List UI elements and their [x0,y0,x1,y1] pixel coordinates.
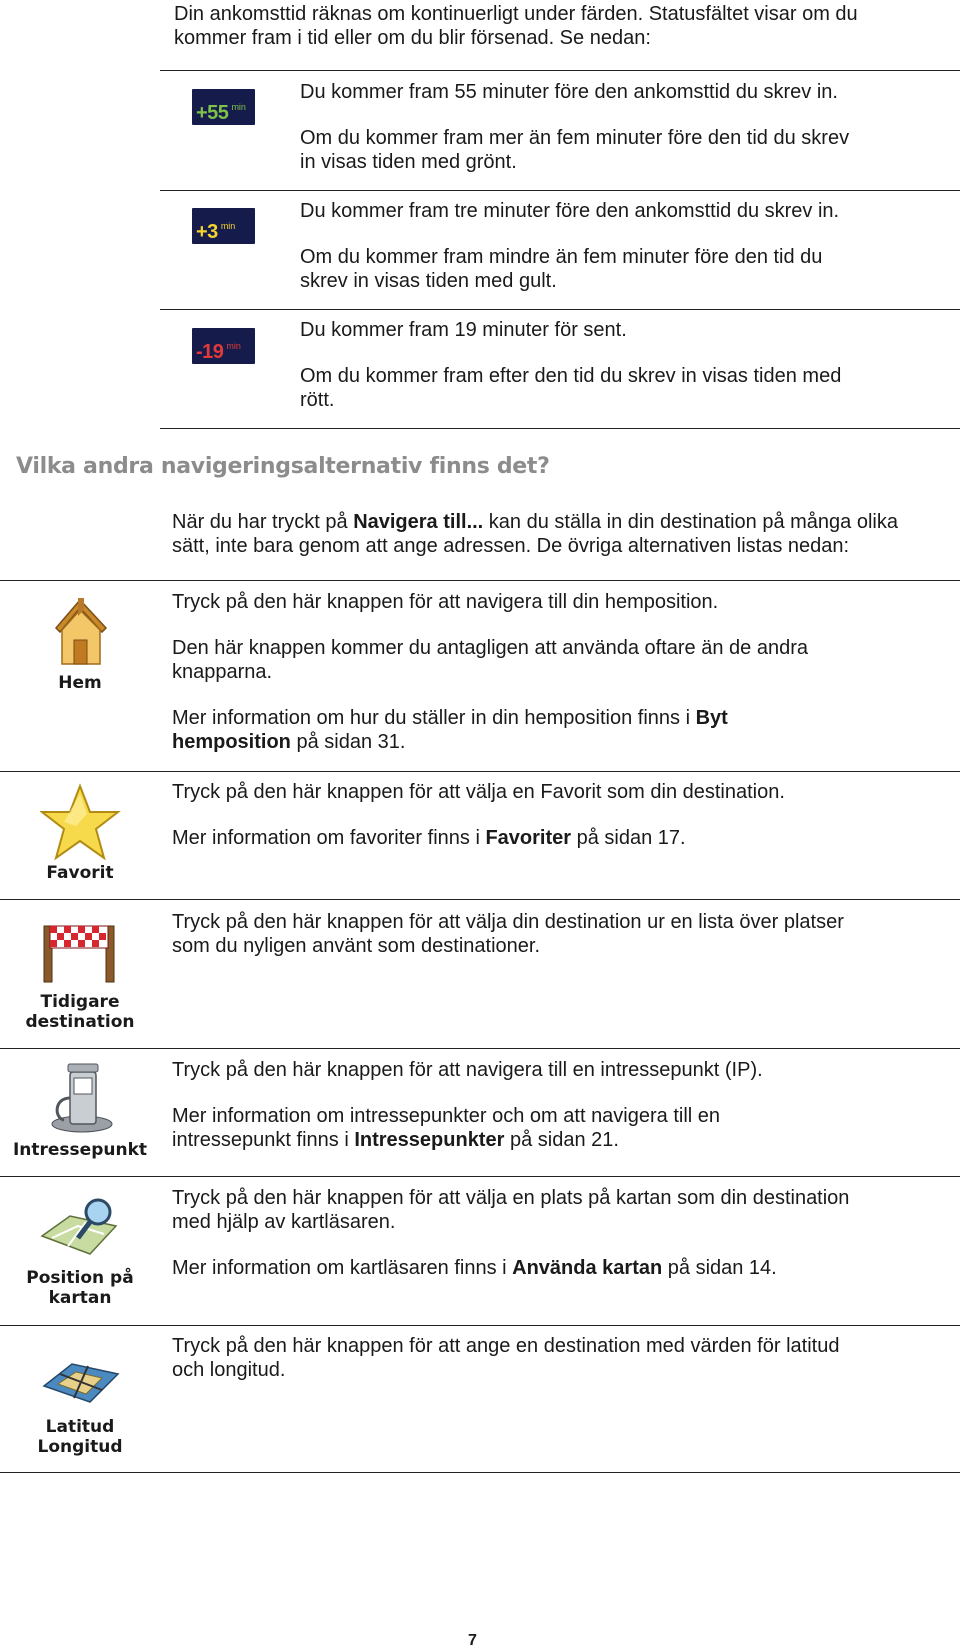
divider [0,899,960,900]
karta-p2-pre: Mer information om kartläsaren finns i [172,1257,513,1279]
karta-p1b: med hjälp av kartläsaren. [172,1211,396,1233]
hem-label: Hem [58,673,102,693]
latlong-p1a: Tryck på den här knappen för att ange en destination med värden för latitud [172,1335,840,1357]
hem-p3-pre: Mer information om hur du ställer in din hemposition finns i [172,707,696,729]
hem-p2b: knapparna. [172,661,273,683]
hem-p1: Tryck på den här knappen för att navigera till din hemposition. [172,591,719,613]
latlong-description [172,1334,942,1382]
hem-p2a: Den här knappen kommer du antagligen att använda oftare än de andra [172,637,808,659]
map-magnifier-icon[interactable] [40,1196,124,1260]
section-intro [172,510,942,558]
karta-p1a: Tryck på den här knappen för att välja en plats på kartan som din destination [172,1187,850,1209]
position-label [0,1268,160,1308]
tidigare-label-line-1: Tidigare [40,992,120,1012]
intressepunkt-description [172,1058,942,1152]
status-row-1-text [300,80,940,174]
tidigare-p1a: Tryck på den här knappen för att välja din destination ur en lista över platser [172,911,844,933]
status-row-1-line-2b: in visas tiden med grönt. [300,151,517,173]
ip-p2b-pre: intressepunkt finns i [172,1129,355,1151]
intressepunkt-label: Intressepunkt [12,1140,148,1160]
favorit-p2-pre: Mer information om favoriter finns i [172,827,486,849]
favorit-p2-bold: Favoriter [485,827,572,849]
tidigare-label [0,992,160,1032]
status-row-3-line-2b: rött. [300,389,335,411]
ip-p2b-bold: Intressepunkter [354,1129,505,1151]
karta-p2-post: på sidan 14. [662,1257,777,1279]
home-icon[interactable] [40,592,120,672]
section-intro-pre: När du har tryckt på [172,511,354,533]
badge-unit: min [231,102,246,112]
position-description [172,1186,942,1280]
divider [0,580,960,581]
status-row-3-line-2a: Om du kommer fram efter den tid du skrev in visas tiden med [300,365,842,387]
finish-flag-icon[interactable] [40,918,120,984]
coordinates-icon[interactable] [40,1344,124,1408]
status-row-3-line-1: Du kommer fram 19 minuter för sent. [300,319,627,341]
status-row-3-text [300,318,940,412]
favorit-description [172,780,942,850]
status-row-2-line-1: Du kommer fram tre minuter före den ankomsttid du skrev in. [300,200,840,222]
intro-line-1: Din ankomsttid räknas om kontinuerligt under färden. Statusfältet visar om du [174,3,858,25]
fuel-pump-icon[interactable] [44,1058,120,1134]
hem-p3-bold1: Byt [695,707,728,729]
early-3-badge [192,208,255,244]
status-row-1-line-1: Du kommer fram 55 minuter före den ankomsttid du skrev in. [300,81,838,103]
ip-p2a: Mer information om intressepunkter och om att navigera till en [172,1105,721,1127]
divider [160,70,960,71]
section-title: Vilka andra navigeringsalternativ finns det? [16,454,550,479]
divider [0,1472,960,1473]
badge-value: +55 [196,102,229,124]
status-row-2-text [300,199,940,293]
badge-unit: min [220,221,236,231]
intro-line-2: kommer fram i tid eller om du blir försenad. Se nedan: [174,27,651,49]
divider [0,1176,960,1177]
section-intro-bold: Navigera till... [353,511,484,533]
divider [0,1325,960,1326]
tidigare-description [172,910,942,958]
ip-p2b-post: på sidan 21. [504,1129,619,1151]
hem-p3-bold2: hemposition [172,731,291,753]
favorit-p2-post: på sidan 17. [571,827,686,849]
early-55-badge [192,89,255,125]
tidigare-label-line-2: destination [25,1012,135,1032]
divider [160,428,960,429]
intro-text [174,2,944,50]
badge-value: +3 [196,221,218,243]
tidigare-p1b: som du nyligen använt som destinationer. [172,935,540,957]
page-number: 7 [468,1632,477,1649]
section-intro-post: kan du ställa in din destination på många olika [483,511,898,533]
latlong-label [0,1417,160,1457]
hem-p3-post: på sidan 31. [290,731,406,753]
divider [160,309,960,310]
divider [0,1048,960,1049]
favorit-p1: Tryck på den här knappen för att välja en Favorit som din destination. [172,781,785,803]
ip-p1: Tryck på den här knappen för att navigera till en intressepunkt (IP). [172,1059,763,1081]
latlong-label-line-2: Longitud [37,1437,123,1457]
latlong-p1b: och longitud. [172,1359,286,1381]
favorit-label: Favorit [46,863,114,883]
position-label-line-1: Position på [26,1268,134,1288]
section-intro-line-2: sätt, inte bara genom att ange adressen. De övriga alternativen listas nedan: [172,535,850,557]
star-icon[interactable] [40,782,122,864]
badge-value: -19 [196,341,224,363]
position-label-line-2: kartan [48,1288,112,1308]
hem-description [172,590,942,754]
divider [160,190,960,191]
late-19-badge [192,328,255,364]
status-row-1-line-2a: Om du kommer fram mer än fem minuter före den tid du skrev [300,127,850,149]
status-row-2-line-2a: Om du kommer fram mindre än fem minuter före den tid du [300,246,823,268]
badge-unit: min [226,341,241,351]
status-row-2-line-2b: skrev in visas tiden med gult. [300,270,557,292]
divider [0,771,960,772]
karta-p2-bold: Använda kartan [512,1257,663,1279]
latlong-label-line-1: Latitud [45,1417,115,1437]
